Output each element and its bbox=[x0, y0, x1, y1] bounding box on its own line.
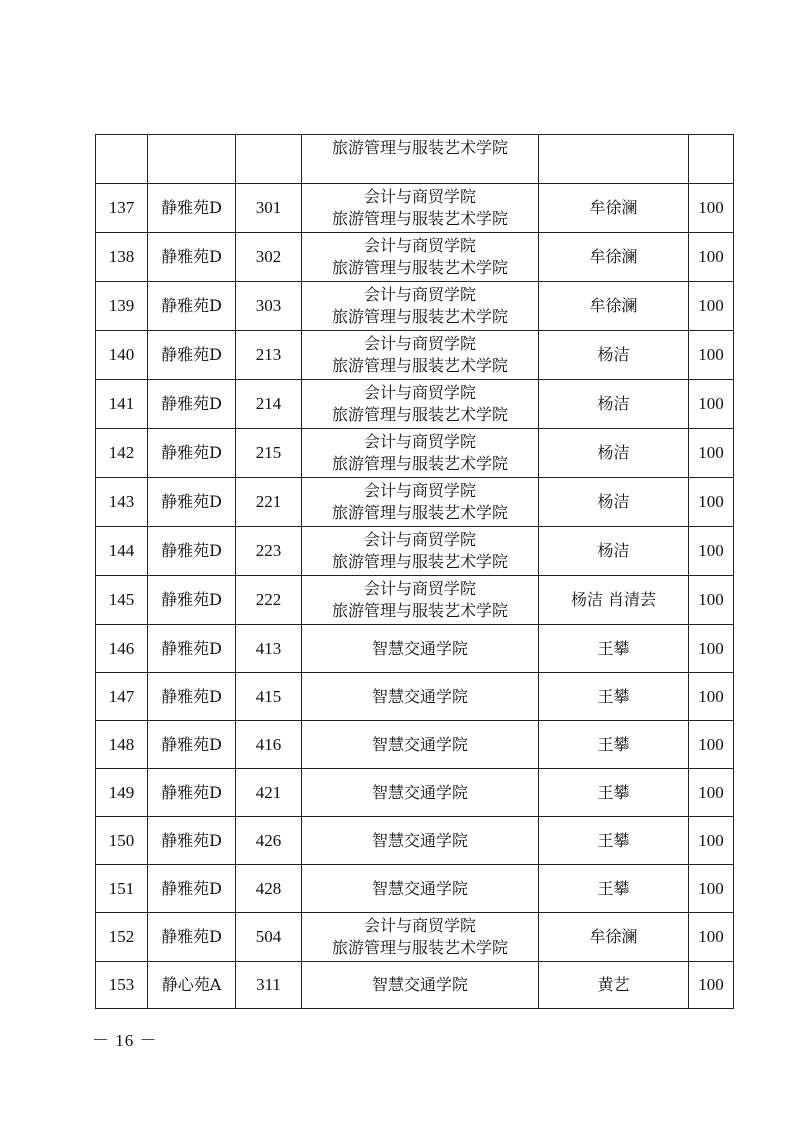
cell-score: 100 bbox=[689, 673, 734, 721]
cell-building: 静雅苑D bbox=[148, 527, 236, 576]
cell-no: 151 bbox=[96, 865, 148, 913]
cell-building: 静雅苑D bbox=[148, 625, 236, 673]
table-row bbox=[96, 527, 734, 576]
college-line: 智慧交通学院 bbox=[371, 686, 468, 706]
cell-person: 王攀 bbox=[539, 721, 689, 769]
college-line: 旅游管理与服装艺术学院 bbox=[331, 454, 508, 473]
college-line: 旅游管理与服装艺术学院 bbox=[331, 356, 508, 375]
cell-score: 100 bbox=[689, 769, 734, 817]
cell-building: 静雅苑D bbox=[148, 576, 236, 625]
cell-building: 静雅苑D bbox=[148, 817, 236, 865]
table-row bbox=[96, 625, 734, 673]
college-line: 会计与商贸学院 bbox=[363, 285, 476, 304]
cell-building: 静心苑A bbox=[148, 962, 236, 1009]
cell-person: 王攀 bbox=[539, 673, 689, 721]
table-body bbox=[96, 135, 734, 1009]
cell-score: 100 bbox=[689, 913, 734, 962]
cell-score: 100 bbox=[689, 625, 734, 673]
cell-score bbox=[689, 135, 734, 184]
cell-building bbox=[148, 135, 236, 184]
cell-person: 杨洁 bbox=[539, 429, 689, 478]
college-line: 智慧交通学院 bbox=[371, 734, 468, 754]
cell-college bbox=[302, 135, 539, 184]
cell-room: 301 bbox=[236, 184, 302, 233]
cell-score: 100 bbox=[689, 865, 734, 913]
cell-person: 牟徐澜 bbox=[539, 913, 689, 962]
college-line: 智慧交通学院 bbox=[371, 975, 468, 994]
cell-room: 221 bbox=[236, 478, 302, 527]
college-line: 旅游管理与服装艺术学院 bbox=[331, 405, 508, 424]
college-line: 智慧交通学院 bbox=[371, 878, 468, 898]
cell-room: 421 bbox=[236, 769, 302, 817]
table-row bbox=[96, 429, 734, 478]
cell-no: 146 bbox=[96, 625, 148, 673]
cell-room: 426 bbox=[236, 817, 302, 865]
college-line: 智慧交通学院 bbox=[371, 638, 468, 658]
cell-no: 148 bbox=[96, 721, 148, 769]
table-row bbox=[96, 769, 734, 817]
page-number: － 16 － bbox=[92, 1031, 158, 1050]
cell-college bbox=[302, 282, 539, 331]
cell-person: 杨洁 肖清芸 bbox=[539, 576, 689, 625]
table-row bbox=[96, 673, 734, 721]
cell-room: 416 bbox=[236, 721, 302, 769]
cell-score: 100 bbox=[689, 429, 734, 478]
cell-no: 147 bbox=[96, 673, 148, 721]
cell-no: 150 bbox=[96, 817, 148, 865]
college-line: 会计与商贸学院 bbox=[363, 481, 476, 500]
cell-person: 牟徐澜 bbox=[539, 233, 689, 282]
cell-building: 静雅苑D bbox=[148, 865, 236, 913]
cell-building: 静雅苑D bbox=[148, 282, 236, 331]
cell-building: 静雅苑D bbox=[148, 721, 236, 769]
college-line: 会计与商贸学院 bbox=[363, 383, 476, 402]
cell-no: 142 bbox=[96, 429, 148, 478]
college-line: 旅游管理与服装艺术学院 bbox=[331, 258, 508, 277]
cell-room: 428 bbox=[236, 865, 302, 913]
college-line: 旅游管理与服装艺术学院 bbox=[331, 138, 508, 157]
cell-building: 静雅苑D bbox=[148, 478, 236, 527]
cell-room: 303 bbox=[236, 282, 302, 331]
cell-score: 100 bbox=[689, 962, 734, 1009]
cell-score: 100 bbox=[689, 817, 734, 865]
college-line: 会计与商贸学院 bbox=[363, 236, 476, 255]
table-row bbox=[96, 576, 734, 625]
cell-college bbox=[302, 913, 539, 962]
table-row bbox=[96, 331, 734, 380]
cell-person: 杨洁 bbox=[539, 527, 689, 576]
cell-building: 静雅苑D bbox=[148, 673, 236, 721]
cell-person: 杨洁 bbox=[539, 380, 689, 429]
college-line: 会计与商贸学院 bbox=[363, 187, 476, 206]
cell-room: 214 bbox=[236, 380, 302, 429]
college-line: 会计与商贸学院 bbox=[363, 334, 476, 353]
cell-room bbox=[236, 135, 302, 184]
dormitory-score-table bbox=[95, 134, 734, 1009]
cell-score: 100 bbox=[689, 184, 734, 233]
cell-building: 静雅苑D bbox=[148, 429, 236, 478]
cell-room: 415 bbox=[236, 673, 302, 721]
cell-building: 静雅苑D bbox=[148, 769, 236, 817]
table-row bbox=[96, 913, 734, 962]
college-line: 智慧交通学院 bbox=[371, 782, 468, 802]
college-line: 旅游管理与服装艺术学院 bbox=[331, 307, 508, 326]
cell-no: 139 bbox=[96, 282, 148, 331]
cell-no: 144 bbox=[96, 527, 148, 576]
cell-no: 145 bbox=[96, 576, 148, 625]
cell-room: 213 bbox=[236, 331, 302, 380]
table-row bbox=[96, 184, 734, 233]
cell-person: 牟徐澜 bbox=[539, 282, 689, 331]
cell-score: 100 bbox=[689, 380, 734, 429]
continuation-row bbox=[96, 135, 734, 184]
college-line: 旅游管理与服装艺术学院 bbox=[331, 938, 508, 957]
cell-no: 141 bbox=[96, 380, 148, 429]
cell-person: 王攀 bbox=[539, 865, 689, 913]
cell-person: 杨洁 bbox=[539, 478, 689, 527]
table-row bbox=[96, 233, 734, 282]
cell-person: 牟徐澜 bbox=[539, 184, 689, 233]
college-line: 旅游管理与服装艺术学院 bbox=[331, 503, 508, 522]
cell-score: 100 bbox=[689, 721, 734, 769]
cell-room: 223 bbox=[236, 527, 302, 576]
college-line: 智慧交通学院 bbox=[371, 830, 468, 850]
table-row bbox=[96, 962, 734, 1009]
college-line: 会计与商贸学院 bbox=[363, 579, 476, 598]
cell-no bbox=[96, 135, 148, 184]
cell-college bbox=[302, 429, 539, 478]
cell-building: 静雅苑D bbox=[148, 913, 236, 962]
college-line: 会计与商贸学院 bbox=[363, 530, 476, 549]
table-row bbox=[96, 817, 734, 865]
college-line: 会计与商贸学院 bbox=[363, 916, 476, 935]
cell-no: 149 bbox=[96, 769, 148, 817]
college-line: 旅游管理与服装艺术学院 bbox=[331, 552, 508, 571]
cell-college bbox=[302, 817, 539, 865]
cell-building: 静雅苑D bbox=[148, 331, 236, 380]
college-line: 旅游管理与服装艺术学院 bbox=[331, 209, 508, 228]
cell-building: 静雅苑D bbox=[148, 233, 236, 282]
cell-college bbox=[302, 331, 539, 380]
cell-score: 100 bbox=[689, 233, 734, 282]
cell-no: 153 bbox=[96, 962, 148, 1009]
cell-college bbox=[302, 478, 539, 527]
cell-room: 302 bbox=[236, 233, 302, 282]
cell-score: 100 bbox=[689, 478, 734, 527]
table-row bbox=[96, 721, 734, 769]
cell-person: 杨洁 bbox=[539, 331, 689, 380]
cell-college bbox=[302, 184, 539, 233]
cell-college bbox=[302, 380, 539, 429]
cell-no: 143 bbox=[96, 478, 148, 527]
cell-person: 王攀 bbox=[539, 625, 689, 673]
cell-person: 王攀 bbox=[539, 769, 689, 817]
cell-college bbox=[302, 576, 539, 625]
table-row bbox=[96, 380, 734, 429]
cell-room: 215 bbox=[236, 429, 302, 478]
cell-building: 静雅苑D bbox=[148, 184, 236, 233]
cell-score: 100 bbox=[689, 282, 734, 331]
cell-person: 黄艺 bbox=[539, 962, 689, 1009]
cell-building: 静雅苑D bbox=[148, 380, 236, 429]
cell-college bbox=[302, 527, 539, 576]
cell-person: 王攀 bbox=[539, 817, 689, 865]
cell-score: 100 bbox=[689, 527, 734, 576]
table-row bbox=[96, 865, 734, 913]
cell-college bbox=[302, 721, 539, 769]
cell-room: 311 bbox=[236, 962, 302, 1009]
cell-room: 222 bbox=[236, 576, 302, 625]
cell-college bbox=[302, 625, 539, 673]
cell-college bbox=[302, 233, 539, 282]
cell-score: 100 bbox=[689, 331, 734, 380]
cell-score: 100 bbox=[689, 576, 734, 625]
table-row bbox=[96, 282, 734, 331]
cell-room: 413 bbox=[236, 625, 302, 673]
cell-person bbox=[539, 135, 689, 184]
cell-college bbox=[302, 865, 539, 913]
cell-college bbox=[302, 962, 539, 1009]
college-line: 旅游管理与服装艺术学院 bbox=[331, 601, 508, 620]
cell-no: 140 bbox=[96, 331, 148, 380]
cell-room: 504 bbox=[236, 913, 302, 962]
cell-no: 138 bbox=[96, 233, 148, 282]
cell-no: 152 bbox=[96, 913, 148, 962]
cell-college bbox=[302, 673, 539, 721]
cell-no: 137 bbox=[96, 184, 148, 233]
cell-college bbox=[302, 769, 539, 817]
college-line: 会计与商贸学院 bbox=[363, 432, 476, 451]
table-row bbox=[96, 478, 734, 527]
